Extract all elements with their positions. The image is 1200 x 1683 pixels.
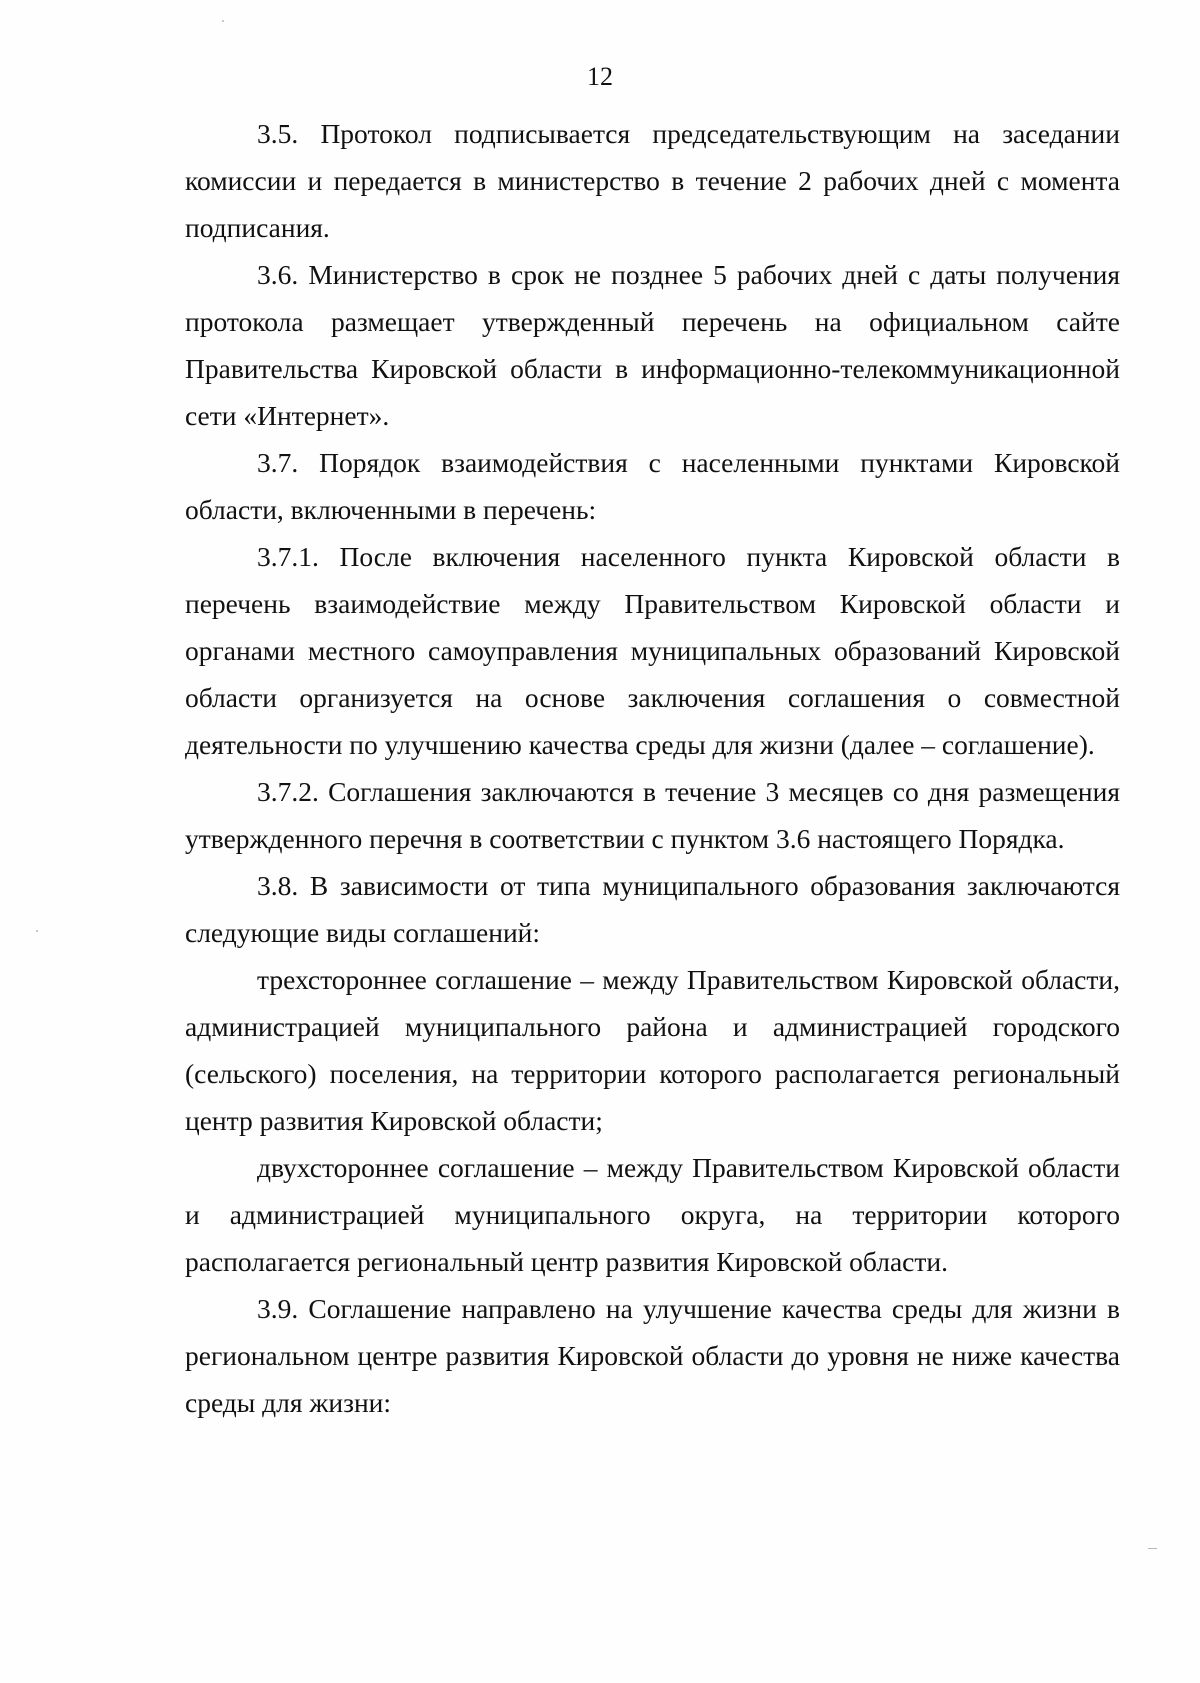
paragraph-trilateral-agreement: трехстороннее соглашение – между Правительством Кировской области, администрацией муниципального района и администрацией городского (сельского) поселения, на территории которого располагается региональный центр развития Кировской области;: [185, 964, 1120, 1136]
paragraph-3-7: 3.7. Порядок взаимодействия с населенными пунктами Кировской области, включенными в перечень:: [185, 447, 1120, 525]
paragraph-3-6: 3.6. Министерство в срок не позднее 5 рабочих дней с даты получения протокола размещает утвержденный перечень на официальном сайте Правительства Кировской области в информационно-телекоммуникационной сети «Интернет».: [185, 259, 1120, 431]
paragraph-3-5: 3.5. Протокол подписывается председательствующим на заседании комиссии и передается в министерство в течение 2 рабочих дней с момента подписания.: [185, 118, 1120, 243]
paragraph-3-7-1: 3.7.1. После включения населенного пункта Кировской области в перечень взаимодействие между Правительством Кировской области и органами местного самоуправления муниципальных образований Кировской области организуется на основе заключения соглашения о совместной деятельности по улучшению качества среды для жизни (далее – соглашение).: [185, 541, 1120, 760]
paragraph-3-7-2: 3.7.2. Соглашения заключаются в течение 3 месяцев со дня размещения утвержденного перечня в соответствии с пунктом 3.6 настоящего Порядка.: [185, 776, 1120, 854]
paragraph-bilateral-agreement: двухстороннее соглашение – между Правительством Кировской области и администрацией муниципального округа, на территории которого располагается региональный центр развития Кировской области.: [185, 1152, 1120, 1277]
scan-speck: [222, 20, 224, 22]
page-number: 12: [587, 62, 613, 91]
scan-speck: [36, 930, 38, 932]
scan-speck: [1148, 1548, 1157, 1549]
paragraph-3-9: 3.9. Соглашение направлено на улучшение качества среды для жизни в региональном центре развития Кировской области до уровня не ниже качества среды для жизни:: [185, 1293, 1120, 1418]
paragraph-3-8: 3.8. В зависимости от типа муниципального образования заключаются следующие виды соглашений:: [185, 870, 1120, 948]
document-body: [185, 110, 1120, 1426]
